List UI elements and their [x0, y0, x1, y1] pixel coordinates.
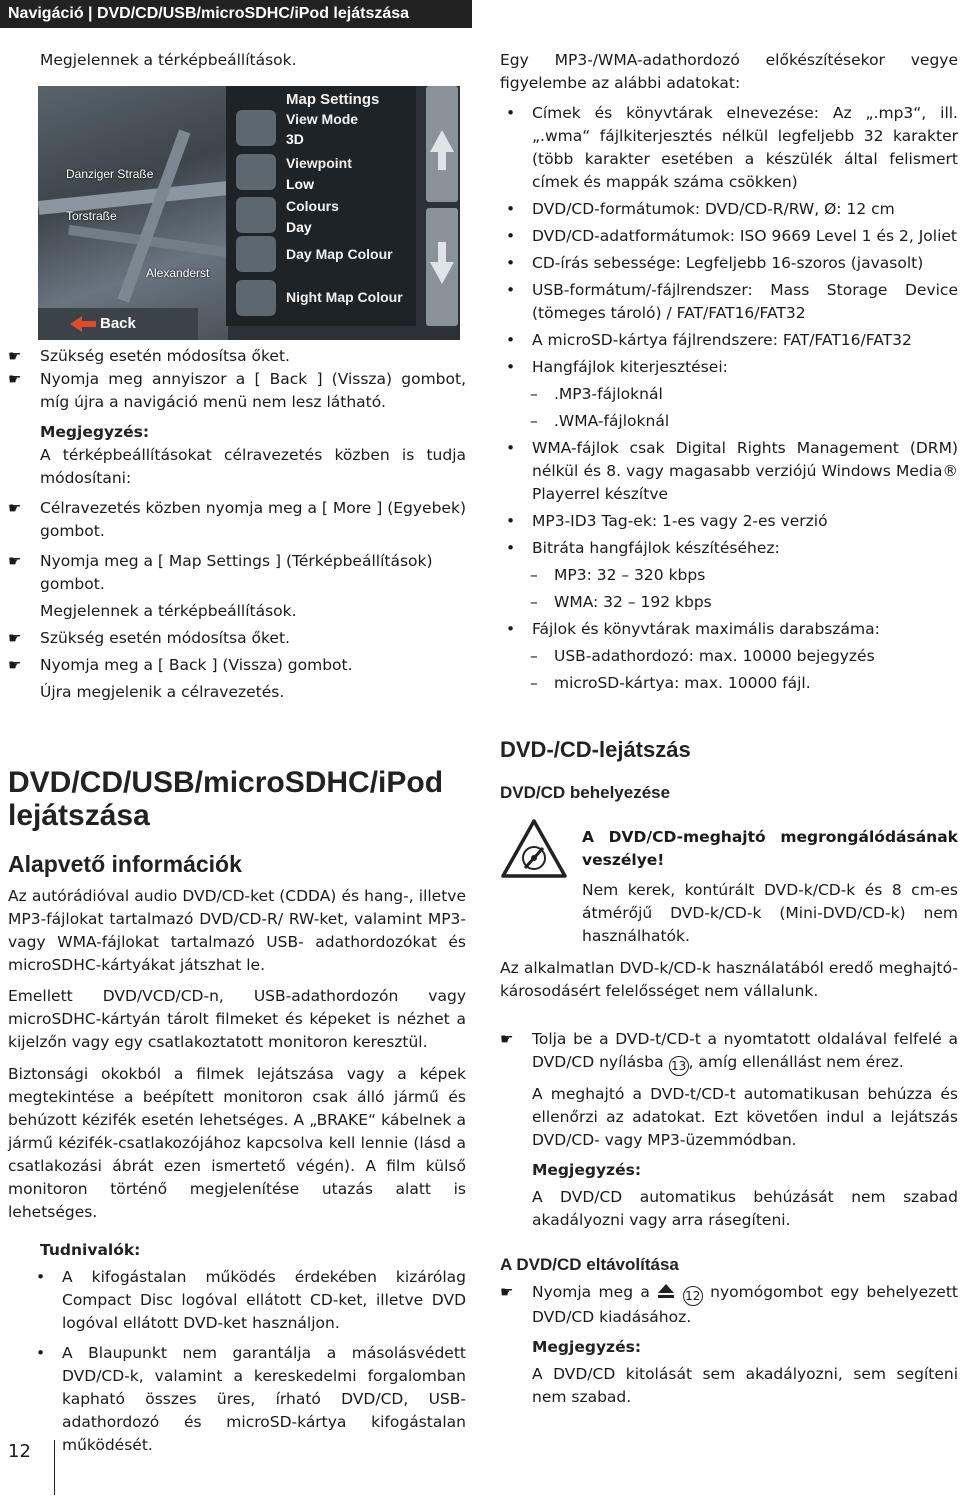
- list-item: • CD-írás sebessége: Legfeljebb 16-szoros (javasolt): [500, 252, 958, 275]
- list-item: • USB-formátum/-fájlrendszer: Mass Storage Device (tömeges tároló) / FAT/FAT16/FAT32: [500, 279, 958, 325]
- step-text: Nyomja meg a: [532, 1283, 650, 1301]
- list-item: • A kifogástalan működés érdekében kizárólag Compact Disc logóval ellátott CD-ket, illetve DVD logóval ellátott DVD-ket használjon.: [30, 1266, 466, 1335]
- step-item: [8, 654, 466, 677]
- list-item: • Fájlok és könyvtárak maximális darabszáma:: [500, 618, 958, 641]
- pointing-hand-icon: ☛: [8, 656, 22, 674]
- subsection-title: Alapvető információk: [8, 851, 242, 877]
- intro-text: Megjelennek a térképbeállítások.: [40, 51, 297, 69]
- step-item: [500, 1028, 958, 1076]
- day-map-colour-label[interactable]: Day Map Colour: [286, 246, 393, 262]
- section-title: DVD/CD/USB/microSDHC/iPod lejátszása: [8, 766, 444, 832]
- step-text: Nyomja meg annyiszor a [ Back ] (Vissza) gombot, míg újra a navigáció menü nem lesz látható.: [40, 370, 466, 411]
- sub-item: – .MP3-fájloknál: [500, 383, 958, 406]
- viewpoint-label[interactable]: Viewpoint: [286, 155, 352, 171]
- back-button-label: Back: [100, 315, 136, 332]
- warning-text: Nem kerek, kontúrált DVD-k/CD-k és 8 cm-es átmérőjű DVD-k/CD-k (Mini-DVD/CD-k) nem használhatók.: [582, 881, 958, 945]
- colours-value: Day: [286, 219, 312, 235]
- list-item: • Címek és könyvtárak elnevezése: Az „.mp3“, ill. „.wma“ fájlkiterjesztés nélkül legfeljebb 32 karakter (több karakter esetében a készülék által felismert címek és mappák száma csökken): [500, 102, 958, 194]
- list-item: • WMA-fájlok csak Digital Rights Management (DRM) nélkül és 8. vagy magasabb verziójú Windows Media® Playerrel készítve: [500, 437, 958, 506]
- pointing-hand-icon: ☛: [8, 370, 22, 388]
- colours-label[interactable]: Colours: [286, 198, 339, 214]
- map-settings-screenshot: [38, 86, 460, 340]
- eject-icon: [657, 1283, 675, 1299]
- list-item: • DVD/CD-adatformátumok: ISO 9669 Level 1 és 2, Joliet: [500, 225, 958, 248]
- pointing-hand-icon: ☛: [8, 552, 22, 570]
- callout-number: 13: [669, 1056, 689, 1076]
- result-text: Újra megjelenik a célravezetés.: [40, 683, 285, 701]
- step-text: Célravezetés közben nyomja meg a [ More ] (Egyebek) gombot.: [40, 499, 466, 540]
- warning-title: A DVD/CD-meghajtó megrongálódásának veszélye!: [582, 828, 958, 869]
- sub-item: – MP3: 32 – 320 kbps: [500, 564, 958, 587]
- note-text: A DVD/CD kitolását sem akadályozni, sem segíteni nem szabad.: [532, 1365, 958, 1406]
- step-item: [8, 497, 466, 543]
- page-number: 12: [8, 1441, 31, 1462]
- list-item: • A microSD-kártya fájlrendszere: FAT/FAT16/FAT32: [500, 329, 958, 352]
- pointing-hand-icon: ☛: [500, 1283, 514, 1301]
- list-item: • Bitráta hangfájlok készítéséhez:: [500, 537, 958, 560]
- pointing-hand-icon: ☛: [8, 629, 22, 647]
- scroll-down-button[interactable]: [426, 208, 458, 326]
- intro-text: Egy MP3-/WMA-adathordozó előkészítésekor vegye figyelembe az alábbi adatokat:: [500, 51, 958, 92]
- step-text: nyomógombot egy behelyezett DVD/CD kiadásához.: [532, 1283, 958, 1326]
- sub-item: – WMA: 32 – 192 kbps: [500, 591, 958, 614]
- step-item: [8, 345, 466, 368]
- day-map-colour-icon: [236, 236, 276, 272]
- sub-item: – USB-adathordozó: max. 10000 bejegyzés: [500, 645, 958, 668]
- page-divider: [54, 1440, 55, 1495]
- pointing-hand-icon: ☛: [500, 1030, 514, 1048]
- paragraph: Biztonsági okokból a filmek lejátszása vagy a képek megtekintése a beépített monitoron csak álló jármű és behúzott kézifék esetén lehetséges. A „BRAKE“ kábelnek a jármű kézifék-csatlakozójához kapcsolva kell lennie (lásd a csatlakozási ábrát ezen ismertető végén). A film külső monitoron történő megjelenítése utazás alatt is lehetséges.: [8, 1065, 466, 1221]
- note-heading: Megjegyzés:: [40, 423, 150, 441]
- liability-text: Az alkalmatlan DVD-k/CD-k használatából eredő meghajtó-károsodásért felelősséget nem vállalunk.: [500, 959, 958, 1000]
- list-item: • DVD/CD-formátumok: DVD/CD-R/RW, Ø: 12 cm: [500, 198, 958, 221]
- note-text: A térképbeállításokat célravezetés közben is tudja módosítani:: [40, 446, 466, 487]
- view-mode-value: 3D: [286, 131, 304, 147]
- note-heading: Megjegyzés:: [532, 1161, 642, 1179]
- warning-triangle-icon: [500, 818, 568, 880]
- street-label: Torstraße: [66, 209, 117, 223]
- step-text: Tolja be a DVD-t/CD-t a nyomtatott oldalával felfelé a DVD/CD nyílásba: [532, 1030, 958, 1071]
- paragraph: Az autórádióval audio DVD/CD-ket (CDDA) és hang-, illetve MP3-fájlokat tartalmazó DVD/CD-R/ RW-ket, valamint MP3- vagy WMA-fájlokat tartalmazó USB- adathordozókat és microSDHC-kártyákat játszhat le.: [8, 887, 466, 974]
- arrow-up-icon: [426, 86, 458, 202]
- viewpoint-value: Low: [286, 176, 314, 192]
- step-item: [8, 627, 466, 650]
- step-text: Szükség esetén módosítsa őket.: [40, 347, 290, 365]
- viewpoint-icon: [236, 154, 276, 190]
- view-mode-icon: [236, 110, 276, 146]
- result-text: Megjelennek a térképbeállítások.: [40, 602, 297, 620]
- step-item: [500, 1281, 958, 1329]
- step-text: Nyomja meg a [ Back ] (Vissza) gombot.: [40, 656, 353, 674]
- step-item: [8, 550, 466, 596]
- list-item: • Hangfájlok kiterjesztései:: [500, 356, 958, 379]
- arrow-down-icon: [426, 208, 458, 326]
- dvd-eject-heading: A DVD/CD eltávolítása: [500, 1255, 679, 1274]
- result-text: A meghajtó a DVD-t/CD-t automatikusan behúzza és ellenőrzi az adatokat. Ezt követően indul a lejátszás DVD/CD- vagy MP3-üzemmódban.: [532, 1085, 958, 1149]
- pointing-hand-icon: ☛: [8, 347, 22, 365]
- street-label: Danziger Straße: [66, 167, 154, 181]
- sub-item: – microSD-kártya: max. 10000 fájl.: [500, 672, 958, 695]
- step-text: , amíg ellenállást nem érez.: [688, 1053, 904, 1071]
- menu-title: Map Settings: [286, 91, 380, 108]
- tudnivalok-heading: Tudnivalók:: [40, 1241, 141, 1259]
- view-mode-label[interactable]: View Mode: [286, 111, 359, 127]
- list-item: • A Blaupunkt nem garantálja a másolásvédett DVD/CD-k, valamint a kereskedelmi forgalomban kapható összes üres, írható DVD/CD, USB-adathordozó és microSD-kártya kifogástalan működését.: [30, 1342, 466, 1457]
- night-map-colour-label[interactable]: Night Map Colour: [286, 289, 403, 305]
- night-map-colour-icon: [236, 280, 276, 316]
- callout-number: 12: [683, 1286, 703, 1306]
- list-item: • MP3-ID3 Tag-ek: 1-es vagy 2-es verzió: [500, 510, 958, 533]
- step-text: Szükség esetén módosítsa őket.: [40, 629, 290, 647]
- back-arrow-icon: [64, 308, 100, 340]
- paragraph: Emellett DVD/VCD/CD-n, USB-adathordozón vagy microSDHC-kártyán tárolt filmeket és képeket is nézhet a kijelzőn vagy egy csatlakoztatott monitoron keresztül.: [8, 987, 466, 1051]
- scroll-up-button[interactable]: [426, 86, 458, 202]
- dvd-playback-heading: DVD-/CD-lejátszás: [500, 737, 691, 762]
- note-heading: Megjegyzés:: [532, 1338, 642, 1356]
- page-header: Navigáció | DVD/CD/USB/microSDHC/iPod lejátszása: [0, 0, 472, 28]
- colours-icon: [236, 197, 276, 233]
- back-button[interactable]: [38, 308, 198, 340]
- dvd-insert-heading: DVD/CD behelyezése: [500, 783, 671, 802]
- step-text: Nyomja meg a [ Map Settings ] (Térképbeállítások) gombot.: [40, 552, 433, 593]
- requirements-list: [500, 102, 958, 695]
- sub-item: – .WMA-fájloknál: [500, 410, 958, 433]
- street-label: Alexanderst: [146, 266, 210, 280]
- pointing-hand-icon: ☛: [8, 499, 22, 517]
- note-text: A DVD/CD automatikus behúzását nem szabad akadályozni vagy arra rásegíteni.: [532, 1188, 958, 1229]
- step-item: [8, 368, 466, 414]
